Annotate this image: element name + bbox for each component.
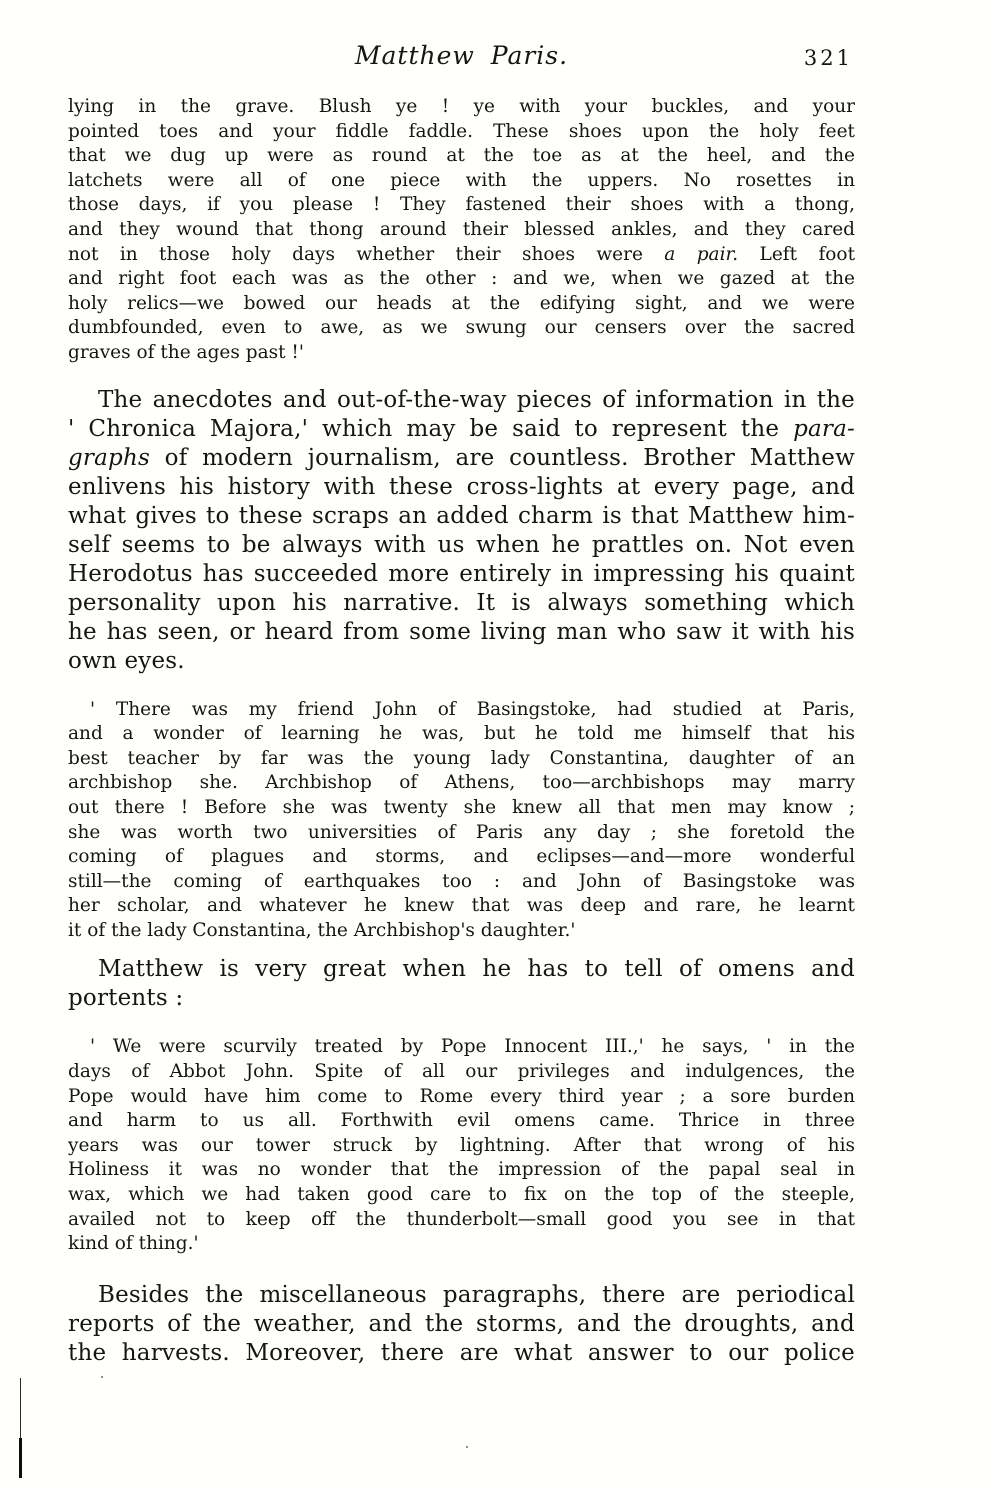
text-line: Holiness it was no wonder that the impression of the papal seal in [68,1159,855,1181]
paragraph [68,955,855,1013]
paragraph [68,95,855,366]
text-line: latchets were all of one piece with the uppers. No rosettes in [68,169,855,191]
text-line: reports of the weather, and the storms, and the droughts, and [68,1310,855,1337]
scan-artifact-dot [101,1376,103,1378]
text-line: not in those holy days whether their shoes were a pair. Left foot [68,243,855,265]
scan-artifact-line-thick [19,1438,22,1478]
text-line: availed not to keep off the thunderbolt—small good you see in that [68,1208,855,1230]
text-line: The anecdotes and out-of-the-way pieces of information in the [98,386,855,413]
text-line: archbishop she. Archbishop of Athens, too—archbishops may marry [68,772,855,794]
page-header [68,41,855,73]
text-line: graves of the ages past !' [68,341,304,363]
text-line: lying in the grave. Blush ye ! ye with your buckles, and your [68,96,855,117]
text-line: best teacher by far was the young lady Constantina, daughter of an [68,747,855,769]
page-title: Matthew Paris. [354,41,569,70]
text-line: dumbfounded, even to awe, as we swung our censers over the sacred [68,317,855,339]
text-line: holy relics—we bowed our heads at the edifying sight, and we were [68,292,855,314]
text-line: it of the lady Constantina, the Archbishop's daughter.' [68,919,576,941]
page-number: 321 [803,46,853,70]
text-line: ' There was my friend John of Basingstoke, had studied at Paris, [90,698,855,720]
text-line: and they wound that thong around their blessed ankles, and they cared [68,218,855,240]
text-line: that we dug up were as round at the toe as at the heel, and the [68,145,855,167]
text-line: kind of thing.' [68,1233,199,1255]
scan-artifact-dot [466,1446,468,1448]
text-line: personality upon his narrative. It is always something which [68,589,855,616]
text-line: years was our tower struck by lightning. After that wrong of his [68,1134,855,1156]
text-line: he has seen, or heard from some living man who saw it with his [68,618,855,645]
text-line: those days, if you please ! They fastened their shoes with a thong, [68,194,855,216]
text-line: Matthew is very great when he has to tell of omens and [98,956,855,983]
text-line: days of Abbot John. Spite of all our privileges and indulgences, the [68,1061,855,1083]
paragraph [68,386,855,676]
text-line: Besides the miscellaneous paragraphs, there are periodical [98,1281,855,1308]
text-line: enlivens his history with these cross-lights at every page, and [68,473,855,500]
text-line: and a wonder of learning he was, but he told me himself that his [68,723,855,745]
text-line: Pope would have him come to Rome every third year ; a sore burden [68,1085,855,1107]
text-line: self seems to be always with us when he prattles on. Not even [68,531,855,558]
text-line: her scholar, and whatever he knew that was deep and rare, he learnt [68,895,855,917]
text-line: ' We were scurvily treated by Pope Innocent III.,' he says, ' in the [90,1036,855,1058]
paragraph [68,1281,855,1368]
text-line: wax, which we had taken good care to fix on the top of the steeple, [68,1184,855,1206]
text-line: ' Chronica Majora,' which may be said to represent the para- [68,415,855,442]
text-line: coming of plagues and storms, and eclipses—and—more wonderful [68,846,855,868]
text-line: own eyes. [68,647,185,674]
page-body [68,95,855,1368]
text-line: and harm to us all. Forthwith evil omens came. Thrice in three [68,1110,855,1132]
text-line: graphs of modern journalism, are countless. Brother Matthew [68,444,855,471]
text-line: out there ! Before she was twenty she knew all that men may know ; [68,796,855,818]
text-line: Herodotus has succeeded more entirely in impressing his quaint [68,560,855,587]
text-line: what gives to these scraps an added charm is that Matthew him- [68,502,855,529]
text-line: and right foot each was as the other : and we, when we gazed at the [68,268,855,290]
text-line: portents : [68,985,184,1012]
text-line: she was worth two universities of Paris any day ; she foretold the [68,821,855,843]
paragraph [68,1035,855,1256]
text-line: the harvests. Moreover, there are what answer to our police [68,1339,855,1366]
text-line: still—the coming of earthquakes too : and John of Basingstoke was [68,870,855,892]
paragraph [68,698,855,944]
text-line: pointed toes and your fiddle faddle. These shoes upon the holy feet [68,120,855,142]
